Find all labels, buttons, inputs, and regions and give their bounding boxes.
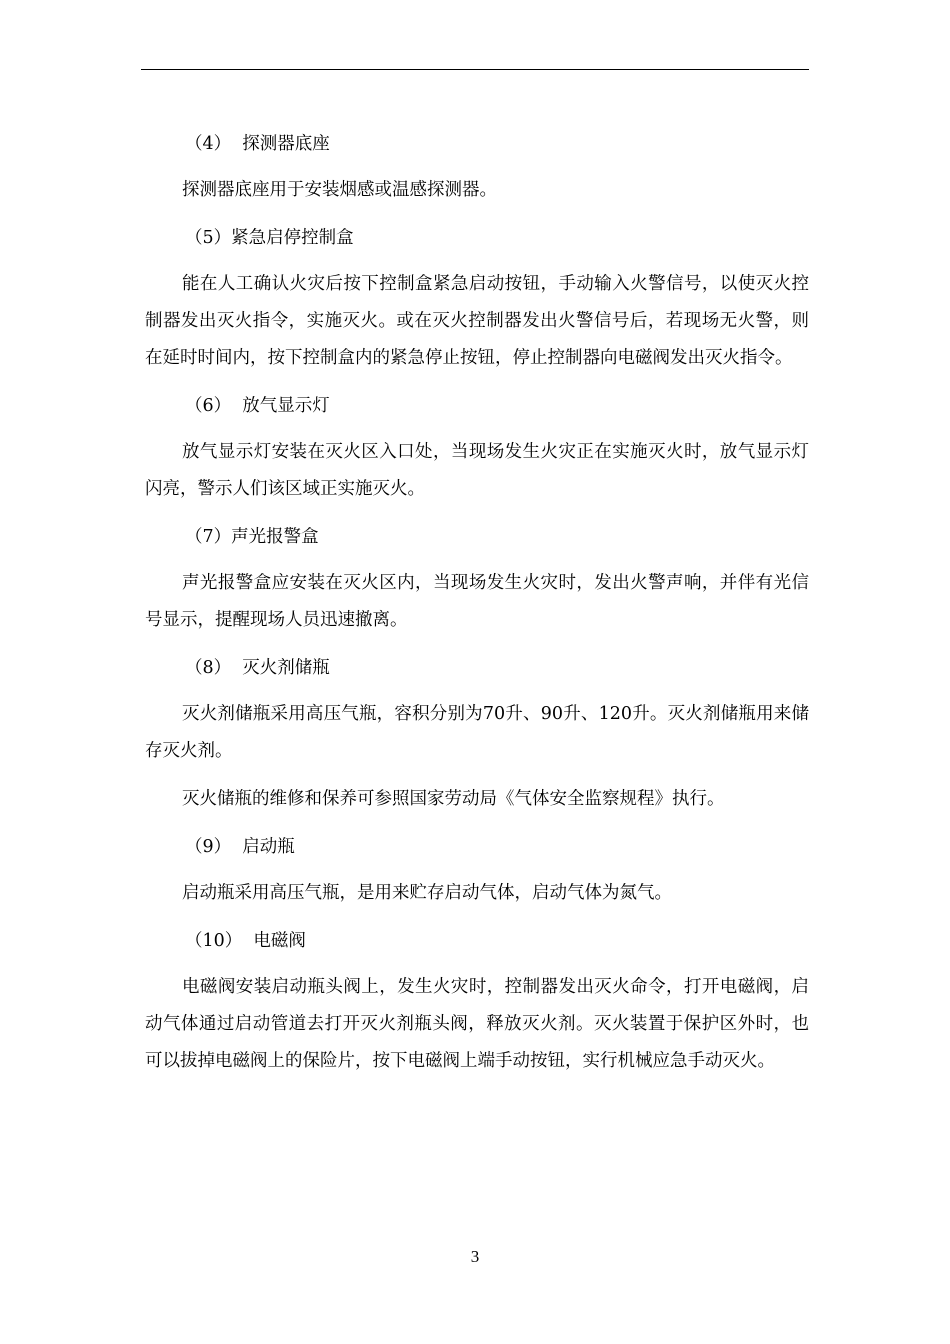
paragraph: 探测器底座用于安装烟感或温感探测器。 bbox=[182, 180, 497, 200]
document-body bbox=[145, 126, 809, 1091]
paragraph: 放气显示灯安装在灭火区入口处，当现场发生火灾正在实施灭火时，放气显示灯闪亮，警示人们该区域正实施灭火。 bbox=[145, 442, 809, 499]
section-heading-8: （8） 灭火剂储瓶 bbox=[185, 658, 330, 678]
section-heading-4: （4） 探测器底座 bbox=[185, 134, 330, 154]
header-rule bbox=[141, 69, 809, 70]
paragraph: 声光报警盒应安装在灭火区内，当现场发生火灾时，发出火警声响，并伴有光信号显示，提醒现场人员迅速撤离。 bbox=[145, 573, 809, 630]
paragraph: 启动瓶采用高压气瓶，是用来贮存启动气体，启动气体为氮气。 bbox=[182, 883, 672, 903]
section-heading-7: （7）声光报警盒 bbox=[185, 527, 319, 547]
paragraph: 灭火储瓶的维修和保养可参照国家劳动局《气体安全监察规程》执行。 bbox=[182, 789, 725, 809]
paragraph: 能在人工确认火灾后按下控制盒紧急启动按钮，手动输入火警信号，以使灭火控制器发出灭火指令，实施灭火。或在灭火控制器发出火警信号后，若现场无火警，则在延时时间内，按下控制盒内的紧急停止按钮，停止控制器向电磁阀发出灭火指令。 bbox=[145, 274, 809, 368]
section-heading-10: （10） 电磁阀 bbox=[185, 931, 306, 951]
paragraph: 灭火剂储瓶采用高压气瓶，容积分别为70升、90升、120升。灭火剂储瓶用来储存灭火剂。 bbox=[145, 704, 809, 761]
paragraph: 电磁阀安装启动瓶头阀上，发生火灾时，控制器发出灭火命令，打开电磁阀，启动气体通过启动管道去打开灭火剂瓶头阀，释放灭火剂。灭火装置于保护区外时，也可以拔掉电磁阀上的保险片，按下电磁阀上端手动按钮，实行机械应急手动灭火。 bbox=[145, 977, 809, 1071]
section-heading-6: （6） 放气显示灯 bbox=[185, 396, 330, 416]
section-heading-9: （9） 启动瓶 bbox=[185, 837, 295, 857]
page-number: 3 bbox=[470, 1247, 480, 1266]
section-heading-5: （5）紧急启停控制盒 bbox=[185, 228, 354, 248]
